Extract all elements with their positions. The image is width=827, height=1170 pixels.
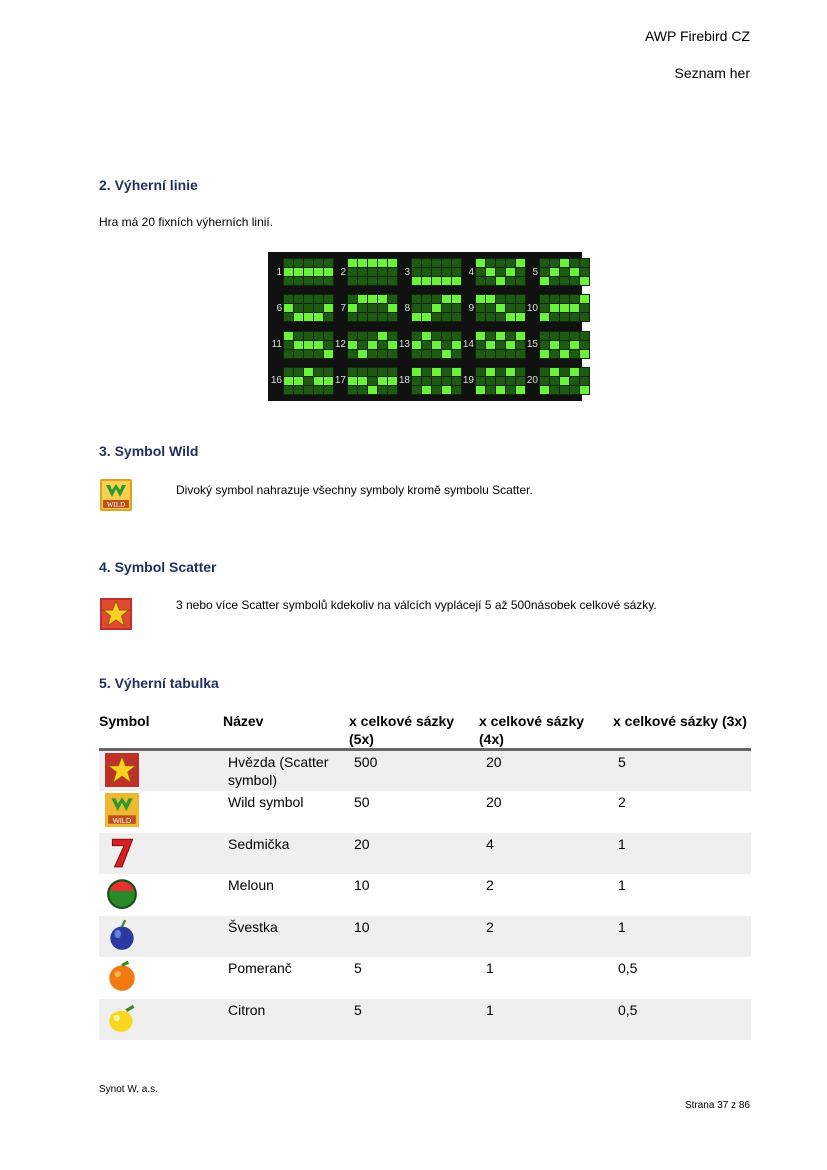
scatter-text: 3 nebo více Scatter symbolů kdekoliv na válcích vyplácejí 5 až 500násobek celkové sázky. xyxy=(176,598,657,612)
payline-number: 8 xyxy=(404,302,410,314)
name-cell: Sedmička xyxy=(223,833,349,875)
plum-icon xyxy=(105,918,139,952)
table-row xyxy=(99,750,751,792)
symbol-cell xyxy=(99,999,223,1041)
col-name: Název xyxy=(223,712,349,750)
pay-4x-cell: 2 xyxy=(479,916,613,958)
payline-12 xyxy=(334,327,398,363)
payline-7 xyxy=(334,290,398,326)
section-heading-paylines: 2. Výherní linie xyxy=(99,177,198,193)
payline-9 xyxy=(462,290,526,326)
payline-19 xyxy=(462,363,526,399)
payline-number: 3 xyxy=(404,266,410,278)
pay-4x-cell: 20 xyxy=(486,794,502,810)
name-cell: Hvězda (Scatter symbol) xyxy=(223,750,349,792)
star-icon xyxy=(100,598,132,635)
payline-number: 13 xyxy=(398,339,410,351)
pay-5x-cell: 500 xyxy=(349,750,479,792)
section-heading-paytable: 5. Výherní tabulka xyxy=(99,675,219,691)
pay-5x-cell: 5 xyxy=(349,999,479,1041)
payline-5 xyxy=(526,254,590,290)
pay-3x-cell: 0,5 xyxy=(613,999,751,1041)
pay-3x-cell: 1 xyxy=(613,833,751,875)
col-5x: x celkové sázky (5x) xyxy=(349,712,479,750)
name-cell: Pomeranč xyxy=(228,960,292,976)
payline-number: 1 xyxy=(276,266,282,278)
table-row xyxy=(99,791,751,833)
payline-number: 16 xyxy=(270,375,282,387)
wild-icon xyxy=(100,479,132,511)
symbol-cell xyxy=(99,750,223,792)
payline-number: 5 xyxy=(532,266,538,278)
lemon-icon xyxy=(105,1001,139,1035)
name-cell: Švestka xyxy=(223,916,349,958)
svg-text:WILD: WILD xyxy=(106,501,126,509)
table-row xyxy=(99,833,751,875)
section-heading-scatter: 4. Symbol Scatter xyxy=(99,559,217,575)
pay-4x-cell: 2 xyxy=(486,877,494,893)
payline-number: 17 xyxy=(334,375,346,387)
paylines-text: Hra má 20 fixních výherních linií. xyxy=(99,215,274,229)
payline-number: 19 xyxy=(462,375,474,387)
table-row xyxy=(99,957,751,999)
wild-icon xyxy=(100,479,132,516)
col-3x: x celkové sázky (3x) xyxy=(613,712,751,750)
payline-number: 9 xyxy=(468,302,474,314)
pay-3x-cell: 5 xyxy=(613,750,751,792)
pay-4x-cell: 1 xyxy=(479,999,613,1041)
payline-number: 2 xyxy=(340,266,346,278)
pay-3x-cell: 1 xyxy=(613,916,751,958)
table-row xyxy=(99,916,751,958)
payline-number: 11 xyxy=(271,339,282,351)
star-icon xyxy=(105,753,139,787)
col-symbol: Symbol xyxy=(99,712,223,750)
col-4x: x celkové sázky (4x) xyxy=(479,712,613,750)
footer-company: Synot W, a.s. xyxy=(99,1084,158,1095)
pay-3x-cell: 2 xyxy=(618,794,626,810)
pay-4x-cell: 4 xyxy=(479,833,613,875)
symbol-cell xyxy=(99,916,223,958)
paytable xyxy=(99,712,751,1040)
pay-5x-cell: 10 xyxy=(354,877,370,893)
wild-icon xyxy=(105,793,139,827)
payline-2 xyxy=(334,254,398,290)
pay-3x-cell: 1 xyxy=(618,877,626,893)
payline-18 xyxy=(398,363,462,399)
table-row xyxy=(99,999,751,1041)
wild-text: Divoký symbol nahrazuje všechny symboly kromě symbolu Scatter. xyxy=(176,483,533,497)
payline-17 xyxy=(334,363,398,399)
symbol-cell xyxy=(99,791,223,833)
svg-text:WILD: WILD xyxy=(112,815,132,825)
payline-number: 18 xyxy=(398,375,410,387)
payline-number: 14 xyxy=(462,339,474,351)
payline-15 xyxy=(526,327,590,363)
section-heading-wild: 3. Symbol Wild xyxy=(99,443,199,459)
pay-5x-cell: 20 xyxy=(349,833,479,875)
payline-number: 12 xyxy=(334,339,346,351)
footer-page: Strana 37 z 86 xyxy=(684,1100,750,1111)
payline-16 xyxy=(270,363,334,399)
payline-11 xyxy=(270,327,334,363)
symbol-cell xyxy=(99,874,223,916)
symbol-cell xyxy=(99,833,223,875)
payline-number: 20 xyxy=(526,375,538,387)
payline-8 xyxy=(398,290,462,326)
table-row xyxy=(99,874,751,916)
pay-5x-cell: 50 xyxy=(354,794,370,810)
pay-3x-cell: 0,5 xyxy=(618,960,638,976)
payline-6 xyxy=(270,290,334,326)
pay-4x-cell: 1 xyxy=(486,960,494,976)
paylines-image xyxy=(268,252,582,401)
payline-number: 6 xyxy=(276,302,282,314)
payline-10 xyxy=(526,290,590,326)
seven-icon xyxy=(105,835,139,869)
pay-5x-cell: 10 xyxy=(349,916,479,958)
pay-5x-cell: 5 xyxy=(354,960,362,976)
payline-number: 10 xyxy=(526,302,538,314)
document-subtitle: Seznam her xyxy=(674,65,750,81)
payline-4 xyxy=(462,254,526,290)
document-title: AWP Firebird CZ xyxy=(644,28,750,44)
watermelon-icon xyxy=(105,876,139,910)
payline-14 xyxy=(462,327,526,363)
payline-number: 4 xyxy=(468,266,474,278)
payline-3 xyxy=(398,254,462,290)
paytable-header xyxy=(99,712,751,750)
payline-1 xyxy=(270,254,334,290)
payline-number: 7 xyxy=(340,302,346,314)
orange-icon xyxy=(105,959,139,993)
payline-20 xyxy=(526,363,590,399)
name-cell: Citron xyxy=(223,999,349,1041)
name-cell: Meloun xyxy=(228,877,274,893)
symbol-cell xyxy=(99,957,223,999)
payline-13 xyxy=(398,327,462,363)
pay-4x-cell: 20 xyxy=(479,750,613,792)
payline-number: 15 xyxy=(526,339,538,351)
name-cell: Wild symbol xyxy=(228,794,304,810)
